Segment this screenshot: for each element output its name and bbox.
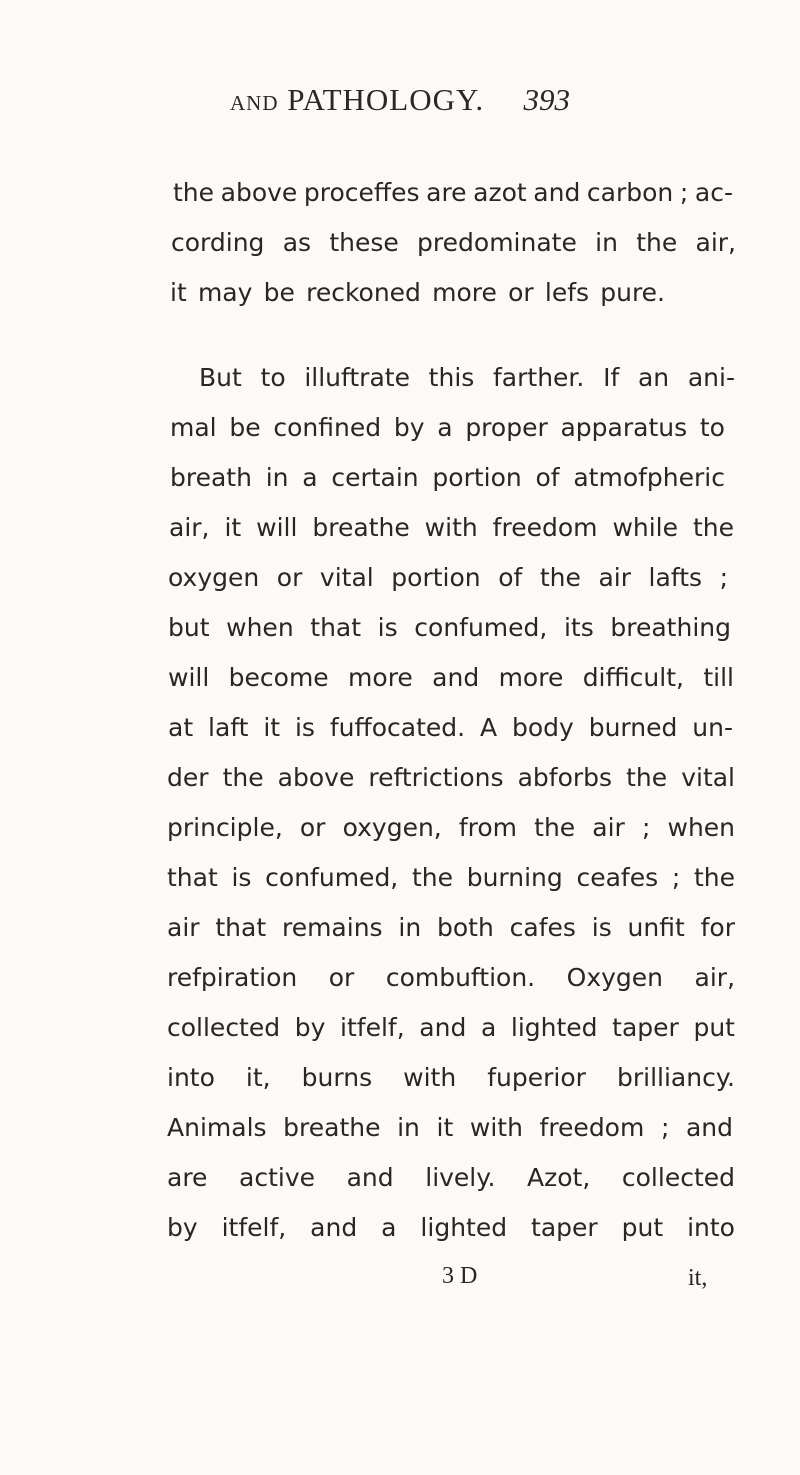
text-line: into it, burns with fuperior brilliancy. [167,1063,735,1092]
text-line: air that remains in both cafes is unfit for [167,913,735,942]
text-line: by itfelf, and a lighted taper put into [167,1213,735,1242]
text-line: but when that is confumed, its breathing [168,613,731,642]
running-head-main: PATHOLOGY. [287,82,485,117]
text-line: der the above reftrictions abforbs the vital [167,763,736,792]
text-line: principle, or oxygen, from the air ; when [167,813,736,842]
text-line: refpiration or combuftion. Oxygen air, [167,963,736,992]
page-number: 393 [523,82,570,117]
text-line: mal be confined by a proper apparatus to [170,413,725,442]
text-line: Animals breathe in it with freedom ; and [167,1113,734,1142]
running-head-prefix: AND [230,91,279,115]
text-line: at laft it is fuffocated. A body burned un- [168,713,733,742]
text-line: collected by itfelf, and a lighted taper put [167,1013,735,1042]
text-line: that is confumed, the burning ceafes ; the [167,863,736,892]
text-line: breath in a certain portion of atmofpheric [170,463,725,492]
text-line: are active and lively. Azot, collected [167,1163,736,1192]
text-line: oxygen or vital portion of the air lafts ; [168,563,729,592]
text-line: the above proceffes are azot and carbon ; ac- [173,178,733,207]
text-line: will become more and more difficult, till [168,663,734,692]
catchword: it, [688,1265,708,1291]
text-line: But to illuftrate this farther. If an ani- [199,363,735,392]
text-line: cording as these predominate in the air, [171,228,737,257]
text-line: it may be reckoned more or lefs pure. [170,278,666,307]
running-head [230,82,570,122]
signature-mark: 3 D [442,1263,478,1289]
text-line: air, it will breathe with freedom while the [169,513,734,542]
running-head-title [230,82,484,118]
